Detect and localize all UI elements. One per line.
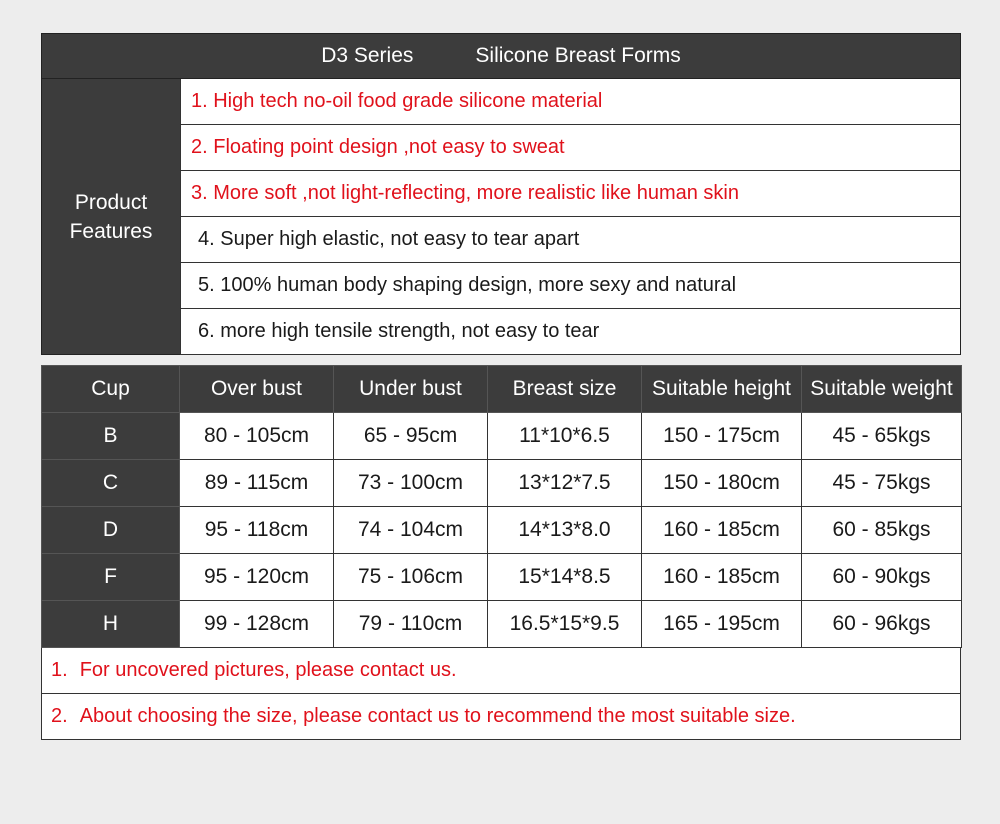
table-cell: 16.5*15*9.5	[488, 601, 642, 648]
note-size	[41, 694, 961, 740]
feature-item: 6. more high tensile strength, not easy to tear	[180, 309, 960, 355]
table-cell: 60 - 85kgs	[802, 507, 962, 554]
table-row	[42, 413, 962, 460]
table-cell: 95 - 120cm	[180, 554, 334, 601]
table-cell: 80 - 105cm	[180, 413, 334, 460]
table-cell: 99 - 128cm	[180, 601, 334, 648]
table-cell: 165 - 195cm	[642, 601, 802, 648]
cup-cell: C	[42, 460, 180, 507]
features-label-line1: Product	[74, 190, 148, 214]
series-name: D3 Series	[321, 44, 414, 67]
note-number: 1.	[51, 659, 68, 681]
table-cell: 75 - 106cm	[334, 554, 488, 601]
table-cell: 160 - 185cm	[642, 507, 802, 554]
table-cell: 89 - 115cm	[180, 460, 334, 507]
size-table-header	[42, 366, 962, 413]
title-bar	[41, 33, 961, 79]
features-list	[180, 79, 960, 355]
size-chart-sheet	[41, 33, 961, 740]
table-row	[42, 554, 962, 601]
column-header: Under bust	[334, 366, 488, 413]
table-cell: 150 - 175cm	[642, 413, 802, 460]
feature-item: 4. Super high elastic, not easy to tear apart	[180, 217, 960, 263]
size-table	[41, 365, 962, 648]
table-cell: 13*12*7.5	[488, 460, 642, 507]
table-cell: 79 - 110cm	[334, 601, 488, 648]
table-cell: 73 - 100cm	[334, 460, 488, 507]
table-cell: 45 - 65kgs	[802, 413, 962, 460]
table-cell: 15*14*8.5	[488, 554, 642, 601]
column-header: Cup	[42, 366, 180, 413]
product-name: Silicone Breast Forms	[475, 44, 681, 67]
column-header: Suitable weight	[802, 366, 962, 413]
cup-cell: H	[42, 601, 180, 648]
table-cell: 74 - 104cm	[334, 507, 488, 554]
table-cell: 60 - 90kgs	[802, 554, 962, 601]
note-contact	[41, 648, 961, 694]
features-label-line2: Features	[69, 219, 153, 243]
product-features	[41, 79, 961, 355]
cup-cell: B	[42, 413, 180, 460]
table-cell: 95 - 118cm	[180, 507, 334, 554]
cup-cell: F	[42, 554, 180, 601]
table-cell: 14*13*8.0	[488, 507, 642, 554]
table-row	[42, 460, 962, 507]
table-cell: 11*10*6.5	[488, 413, 642, 460]
feature-item: 1. High tech no-oil food grade silicone material	[180, 79, 960, 125]
table-cell: 150 - 180cm	[642, 460, 802, 507]
features-label	[42, 79, 180, 355]
column-header: Breast size	[488, 366, 642, 413]
column-header: Over bust	[180, 366, 334, 413]
table-row	[42, 507, 962, 554]
column-header: Suitable height	[642, 366, 802, 413]
note-text: About choosing the size, please contact us to recommend the most suitable size.	[79, 705, 796, 727]
feature-item: 2. Floating point design ,not easy to sweat	[180, 125, 960, 171]
cup-cell: D	[42, 507, 180, 554]
note-number: 2.	[51, 705, 68, 727]
table-cell: 45 - 75kgs	[802, 460, 962, 507]
feature-item: 3. More soft ,not light-reflecting, more realistic like human skin	[180, 171, 960, 217]
table-cell: 65 - 95cm	[334, 413, 488, 460]
table-row	[42, 601, 962, 648]
note-text: For uncovered pictures, please contact us.	[79, 659, 457, 681]
table-cell: 60 - 96kgs	[802, 601, 962, 648]
feature-item: 5. 100% human body shaping design, more sexy and natural	[180, 263, 960, 309]
table-cell: 160 - 185cm	[642, 554, 802, 601]
